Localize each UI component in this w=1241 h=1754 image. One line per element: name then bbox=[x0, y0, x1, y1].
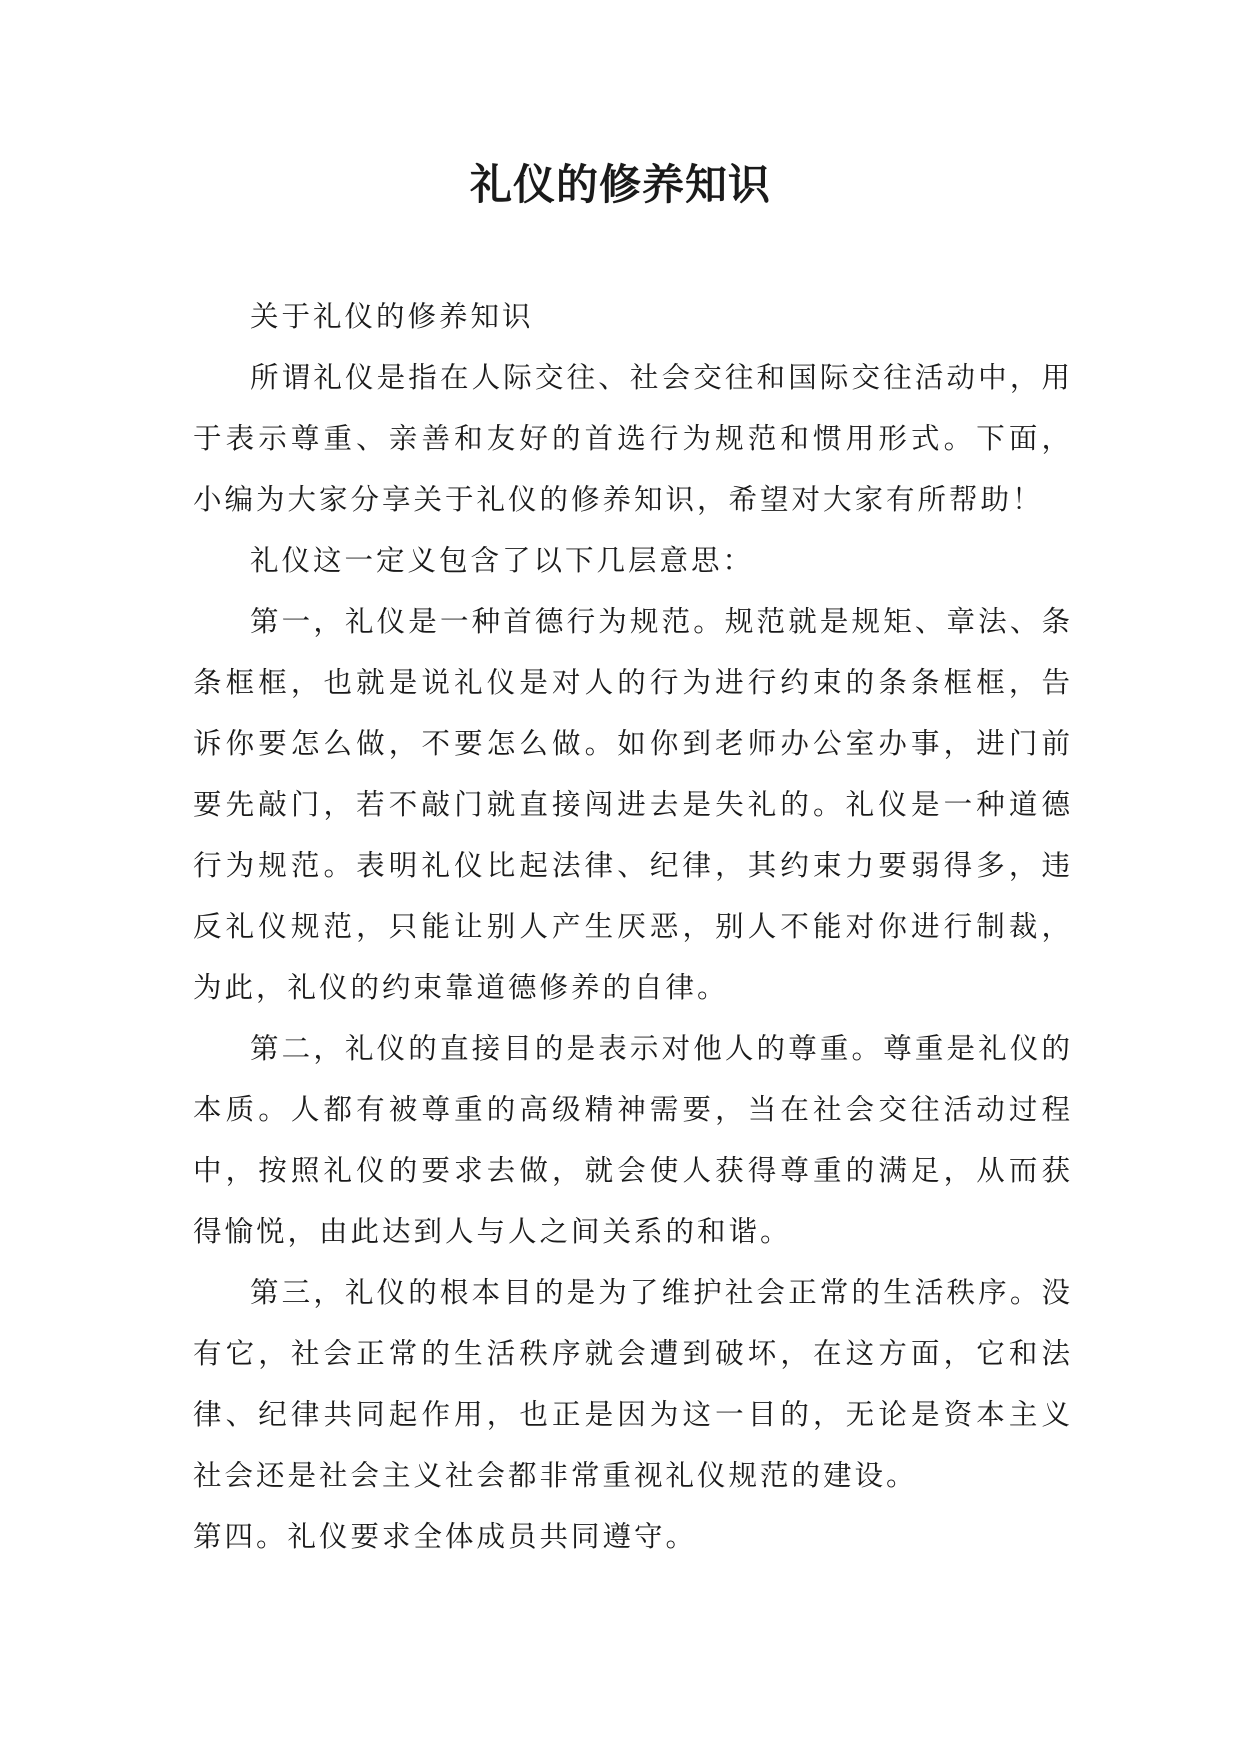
document-title: 礼仪的修养知识 bbox=[469, 160, 771, 209]
intro-paragraph: 所谓礼仪是指在人际交往、社会交往和国际交往活动中，用于表示尊重、亲善和友好的首选行为规范和惯用形式。下面，小编为大家分享关于礼仪的修养知识，希望对大家有所帮助！ bbox=[193, 361, 1073, 516]
subtitle-paragraph: 关于礼仪的修养知识 bbox=[250, 300, 534, 333]
definition-lead-paragraph: 礼仪这一定义包含了以下几层意思： bbox=[250, 544, 755, 577]
point-four-paragraph: 第四。礼仪要求全体成员共同遵守。 bbox=[193, 1520, 698, 1553]
point-two-paragraph: 第二，礼仪的直接目的是表示对他人的尊重。尊重是礼仪的本质。人都有被尊重的高级精神需要，当在社会交往活动过程中，按照礼仪的要求去做，就会使人获得尊重的满足，从而获得愉悦，由此达到人与人之间关系的和谐。 bbox=[193, 1032, 1073, 1248]
point-one-paragraph: 第一，礼仪是一种首德行为规范。规范就是规矩、章法、条条框框，也就是说礼仪是对人的行为进行约束的条条框框，告诉你要怎么做，不要怎么做。如你到老师办公室办事，进门前要先敲门，若不敲门就直接闯进去是失礼的。礼仪是一种道德行为规范。表明礼仪比起法律、纪律，其约束力要弱得多，违反礼仪规范，只能让别人产生厌恶，别人不能对你进行制裁，为此，礼仪的约束靠道德修养的自律。 bbox=[193, 605, 1073, 1004]
point-three-paragraph: 第三，礼仪的根本目的是为了维护社会正常的生活秩序。没有它，社会正常的生活秩序就会遭到破坏，在这方面，它和法律、纪律共同起作用，也正是因为这一目的，无论是资本主义社会还是社会主义社会都非常重视礼仪规范的建设。 bbox=[193, 1276, 1073, 1492]
document-body bbox=[193, 286, 1073, 1567]
